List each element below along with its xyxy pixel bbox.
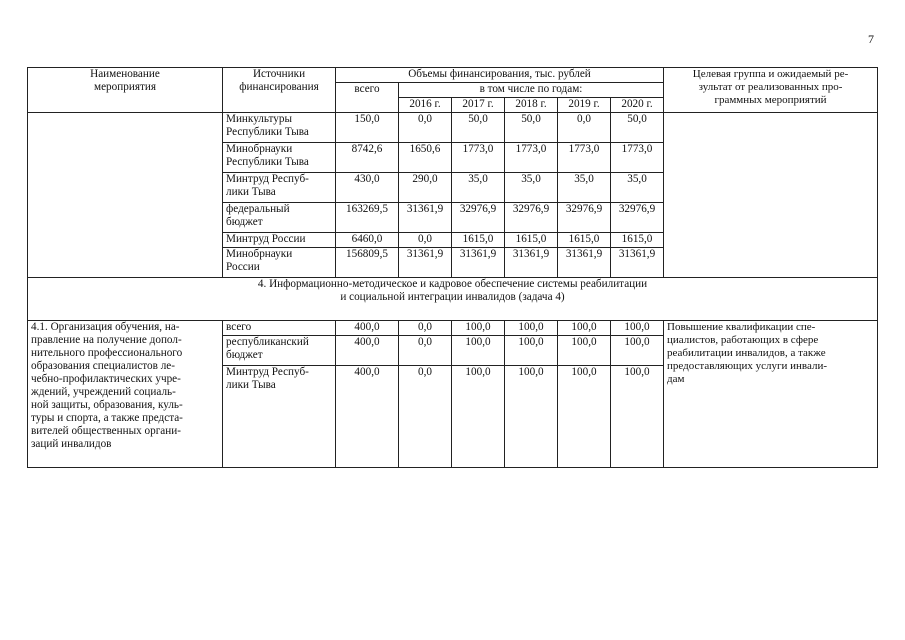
- year-cell: 0,0: [399, 336, 452, 366]
- year-cell: 1615,0: [611, 233, 664, 248]
- measure-name-empty: [28, 113, 223, 278]
- year-cell: 31361,9: [452, 248, 505, 278]
- source-cell: федеральный бюджет: [223, 203, 336, 233]
- year-cell: 100,0: [505, 321, 558, 336]
- total-cell: 400,0: [336, 366, 399, 468]
- year-cell: 31361,9: [611, 248, 664, 278]
- year-cell: 32976,9: [558, 203, 611, 233]
- year-cell: 100,0: [505, 366, 558, 468]
- year-cell: 0,0: [399, 321, 452, 336]
- year-cell: 0,0: [399, 233, 452, 248]
- source-cell: Минобрнауки Республики Тыва: [223, 143, 336, 173]
- year-cell: 100,0: [452, 336, 505, 366]
- year-cell: 0,0: [558, 113, 611, 143]
- year-cell: 50,0: [452, 113, 505, 143]
- year-cell: 31361,9: [399, 248, 452, 278]
- total-cell: 400,0: [336, 336, 399, 366]
- year-cell: 0,0: [399, 366, 452, 468]
- year-cell: 100,0: [611, 336, 664, 366]
- header-sources: Источники финансирования: [223, 68, 336, 113]
- year-cell: 0,0: [399, 113, 452, 143]
- source-cell: Минтруд Респуб- лики Тыва: [223, 173, 336, 203]
- year-cell: 35,0: [558, 173, 611, 203]
- source-cell: Минтруд Респуб- лики Тыва: [223, 366, 336, 468]
- source-cell: всего: [223, 321, 336, 336]
- measure-4-1-name: 4.1. Организация обучения, на- правление на получение допол- нительного профессионального образования специалистов ле- чебно-профилактических учре- ждений, учреждений социаль- ной защиты, образования, куль- туры и спорта, а также предста- вителей общественных органи- заций инвалидов: [28, 321, 223, 468]
- total-cell: 163269,5: [336, 203, 399, 233]
- header-result: Целевая группа и ожидаемый ре- зультат от реализованных про- граммных мероприятий: [664, 68, 878, 113]
- total-cell: 156809,5: [336, 248, 399, 278]
- financing-table: [27, 67, 878, 468]
- table-row: [28, 113, 878, 143]
- year-cell: 35,0: [505, 173, 558, 203]
- year-cell: 100,0: [558, 366, 611, 468]
- year-cell: 1773,0: [611, 143, 664, 173]
- year-cell: 32976,9: [452, 203, 505, 233]
- year-cell: 32976,9: [611, 203, 664, 233]
- source-cell: Минкультуры Республики Тыва: [223, 113, 336, 143]
- header-row-1: [28, 68, 878, 83]
- year-cell: 100,0: [611, 366, 664, 468]
- total-cell: 6460,0: [336, 233, 399, 248]
- year-cell: 31361,9: [558, 248, 611, 278]
- year-cell: 100,0: [452, 366, 505, 468]
- year-cell: 35,0: [452, 173, 505, 203]
- header-year: 2020 г.: [611, 98, 664, 113]
- header-year: 2017 г.: [452, 98, 505, 113]
- year-cell: 50,0: [611, 113, 664, 143]
- header-year: 2018 г.: [505, 98, 558, 113]
- source-cell: Минтруд России: [223, 233, 336, 248]
- year-cell: 100,0: [558, 336, 611, 366]
- header-by-years: в том числе по годам:: [399, 83, 664, 98]
- year-cell: 100,0: [452, 321, 505, 336]
- total-cell: 400,0: [336, 321, 399, 336]
- year-cell: 31361,9: [505, 248, 558, 278]
- year-cell: 32976,9: [505, 203, 558, 233]
- year-cell: 1650,6: [399, 143, 452, 173]
- total-cell: 430,0: [336, 173, 399, 203]
- year-cell: 290,0: [399, 173, 452, 203]
- year-cell: 1615,0: [558, 233, 611, 248]
- page-number: 7: [868, 32, 874, 46]
- year-cell: 100,0: [558, 321, 611, 336]
- year-cell: 1773,0: [452, 143, 505, 173]
- year-cell: 35,0: [611, 173, 664, 203]
- header-year: 2016 г.: [399, 98, 452, 113]
- total-cell: 150,0: [336, 113, 399, 143]
- section-4-title: 4. Информационно-методическое и кадровое обеспечение системы реабилитации и социальной интеграции инвалидов (задача 4): [28, 278, 878, 321]
- year-cell: 31361,9: [399, 203, 452, 233]
- total-cell: 8742,6: [336, 143, 399, 173]
- measure-4-1-result: Повышение квалификации спе- циалистов, работающих в сфере реабилитации инвалидов, а также предоставляющих услуги инвали- дам: [664, 321, 878, 468]
- header-year: 2019 г.: [558, 98, 611, 113]
- header-measure-name: Наименование мероприятия: [28, 68, 223, 113]
- source-cell: республиканский бюджет: [223, 336, 336, 366]
- source-cell: Минобрнауки России: [223, 248, 336, 278]
- year-cell: 50,0: [505, 113, 558, 143]
- year-cell: 1773,0: [505, 143, 558, 173]
- header-volumes: Объемы финансирования, тыс. рублей: [336, 68, 664, 83]
- year-cell: 100,0: [505, 336, 558, 366]
- year-cell: 100,0: [611, 321, 664, 336]
- header-total: всего: [336, 83, 399, 113]
- year-cell: 1615,0: [505, 233, 558, 248]
- result-empty: [664, 113, 878, 278]
- year-cell: 1615,0: [452, 233, 505, 248]
- year-cell: 1773,0: [558, 143, 611, 173]
- table-row: [28, 321, 878, 336]
- section-row: [28, 278, 878, 321]
